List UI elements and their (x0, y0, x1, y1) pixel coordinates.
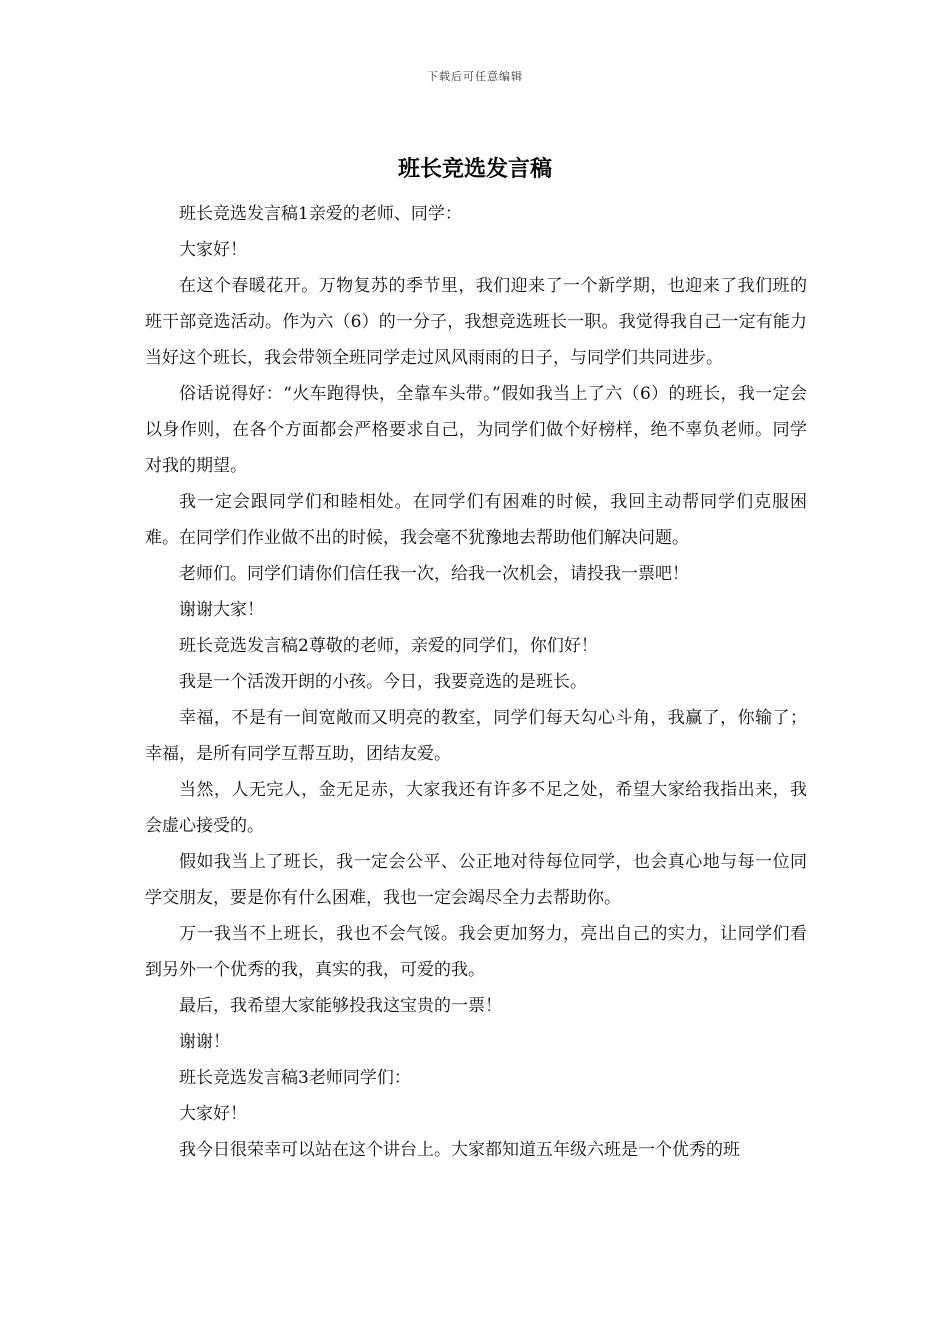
paragraph: 班长竞选发言稿1亲爱的老师、同学： (179, 204, 462, 224)
paragraph: 幸福，不是有一间宽敞而又明亮的教室，同学们每天勾心斗角，我赢了，你输了；幸福，是所有同学互帮互助，团结友爱。 (145, 708, 807, 764)
paragraph: 最后，我希望大家能够投我这宝贵的一票！ (179, 996, 502, 1016)
document-title: 班长竞选发言稿 (397, 156, 552, 182)
paragraph: 万一我当不上班长，我也不会气馁。我会更加努力，亮出自己的实力，让同学们看到另外一个优秀的我，真实的我，可爱的我。 (145, 924, 807, 980)
paragraph: 假如我当上了班长，我一定会公平、公正地对待每位同学，也会真心地与每一位同学交朋友，要是你有什么困难，我也一定会竭尽全力去帮助你。 (145, 852, 807, 908)
header-note: 下载后可任意编辑 (427, 70, 523, 83)
paragraph: 班长竞选发言稿2尊敬的老师，亲爱的同学们，你们好！ (179, 636, 598, 656)
document-body (145, 196, 807, 1168)
paragraph: 大家好！ (179, 1104, 247, 1124)
paragraph: 老师们。同学们请你们信任我一次，给我一次机会，请投我一票吧！ (179, 564, 689, 584)
paragraph: 班长竞选发言稿3老师同学们： (179, 1068, 411, 1088)
paragraph: 我今日很荣幸可以站在这个讲台上。大家都知道五年级六班是一个优秀的班 (179, 1140, 740, 1160)
paragraph: 在这个春暖花开。万物复苏的季节里，我们迎来了一个新学期，也迎来了我们班的班干部竞选活动。作为六（6）的一分子，我想竞选班长一职。我觉得我自己一定有能力当好这个班长，我会带领全班同学走过风风雨雨的日子，与同学们共同进步。 (145, 276, 807, 368)
paragraph: 我一定会跟同学们和睦相处。在同学们有困难的时候，我回主动帮同学们克服困难。在同学们作业做不出的时候，我会毫不犹豫地去帮助他们解决问题。 (145, 492, 807, 548)
paragraph: 俗话说得好：“火车跑得快，全靠车头带。”假如我当上了六（6）的班长，我一定会以身作则，在各个方面都会严格要求自己，为同学们做个好榜样，绝不辜负老师。同学对我的期望。 (145, 384, 807, 476)
paragraph: 谢谢！ (179, 1032, 230, 1052)
paragraph: 我是一个活泼开朗的小孩。今日，我要竞选的是班长。 (179, 672, 587, 692)
paragraph: 大家好！ (179, 240, 247, 260)
paragraph: 当然，人无完人，金无足赤，大家我还有许多不足之处，希望大家给我指出来，我会虚心接受的。 (145, 780, 807, 836)
paragraph: 谢谢大家！ (179, 600, 264, 620)
